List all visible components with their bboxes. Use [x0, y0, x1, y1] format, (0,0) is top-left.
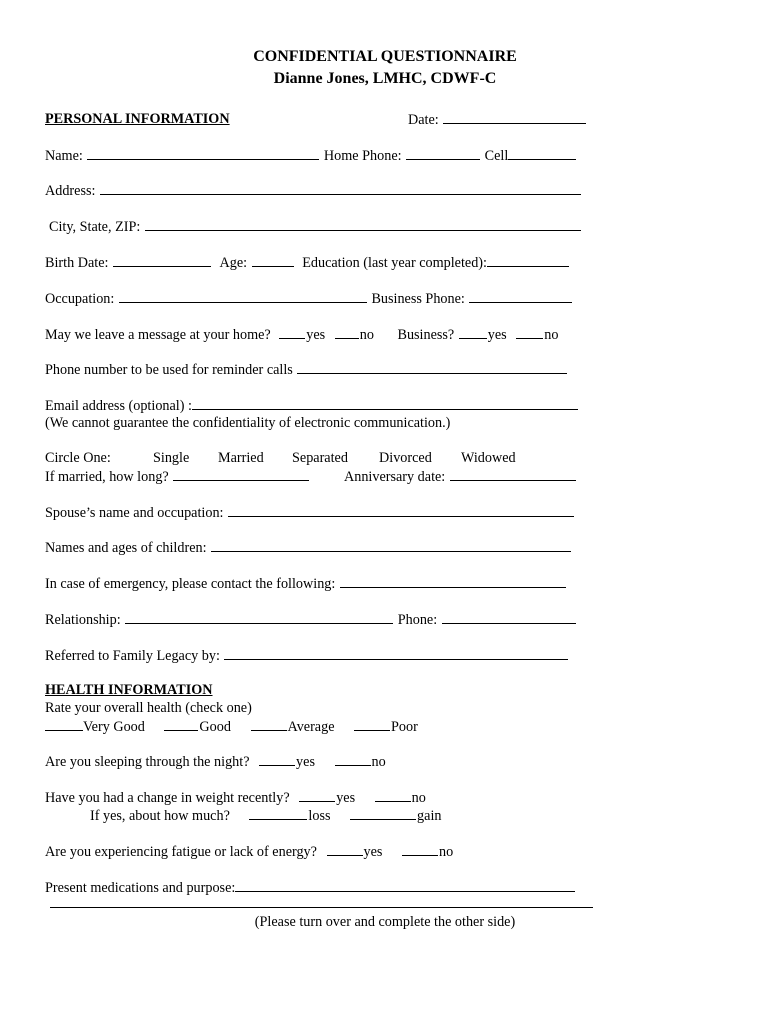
- relationship-row: [45, 610, 590, 629]
- weight-no-field[interactable]: [375, 788, 411, 802]
- health-very-good-field[interactable]: [45, 717, 83, 731]
- spouse-row: [45, 503, 590, 522]
- name-label: Name:: [45, 148, 83, 164]
- home-message-yes-label: yes: [306, 327, 326, 343]
- weight-yes-label: yes: [336, 790, 356, 806]
- home-message-no-label: no: [359, 327, 374, 343]
- address-label: Address:: [45, 183, 96, 199]
- home-phone-field[interactable]: [406, 146, 480, 160]
- home-message-no-field[interactable]: [335, 325, 359, 339]
- weight-loss-label: loss: [308, 808, 331, 824]
- spouse-label: Spouse’s name and occupation:: [45, 505, 224, 521]
- city-row: [49, 217, 594, 236]
- turn-over-note: (Please turn over and complete the other side): [254, 914, 516, 930]
- emergency-phone-label: Phone:: [397, 612, 438, 628]
- health-poor-field[interactable]: [354, 717, 390, 731]
- cell-label: Cell: [484, 148, 509, 164]
- email-note-row: [45, 414, 590, 432]
- fatigue-no-label: no: [438, 844, 454, 860]
- weight-gain-label: gain: [417, 808, 442, 824]
- message-label: May we leave a message at your home?: [45, 327, 271, 343]
- city-field[interactable]: [145, 217, 581, 231]
- circle-one-label: Circle One:: [45, 450, 111, 466]
- referred-label: Referred to Family Legacy by:: [45, 648, 220, 664]
- weight-no-label: no: [411, 790, 426, 806]
- date-field[interactable]: [443, 110, 586, 124]
- marital-option-widowed[interactable]: Widowed: [461, 450, 516, 466]
- health-options-row: [45, 717, 590, 736]
- name-row: [45, 146, 590, 165]
- home-phone-label: Home Phone:: [323, 148, 402, 164]
- birth-date-field[interactable]: [113, 253, 211, 267]
- home-message-yes-field[interactable]: [279, 325, 305, 339]
- cell-field[interactable]: [508, 146, 576, 160]
- business-message-yes-field[interactable]: [459, 325, 487, 339]
- health-good-label: Good: [199, 719, 231, 735]
- weight-label: Have you had a change in weight recently?: [45, 790, 290, 806]
- relationship-field[interactable]: [125, 610, 393, 624]
- weight-yes-field[interactable]: [299, 788, 335, 802]
- weight-loss-field[interactable]: [249, 806, 307, 820]
- weight-gain-field[interactable]: [350, 806, 416, 820]
- sleep-no-label: no: [371, 754, 386, 770]
- sleep-yes-label: yes: [296, 754, 315, 770]
- date-field-group: [408, 110, 587, 129]
- health-info-heading: HEALTH INFORMATION: [45, 682, 213, 698]
- health-heading-row: [45, 681, 590, 699]
- education-field[interactable]: [487, 253, 569, 267]
- email-label: Email address (optional) :: [45, 398, 192, 414]
- emergency-label: In case of emergency, please contact the following:: [45, 576, 336, 592]
- email-row: [45, 396, 590, 415]
- marital-option-married[interactable]: Married: [218, 450, 264, 466]
- date-label: Date:: [408, 112, 439, 128]
- birth-date-label: Birth Date:: [45, 255, 109, 271]
- medications-field[interactable]: [235, 878, 575, 892]
- business-message-no-label: no: [544, 327, 559, 343]
- sleep-yes-field[interactable]: [259, 752, 295, 766]
- rate-health-label: Rate your overall health (check one): [45, 700, 252, 716]
- medications-continuation-line[interactable]: [50, 907, 593, 908]
- anniversary-group: [344, 467, 577, 486]
- email-field[interactable]: [192, 396, 578, 410]
- occupation-field[interactable]: [119, 289, 367, 303]
- married-how-long-field[interactable]: [173, 467, 309, 481]
- anniversary-label: Anniversary date:: [344, 469, 446, 485]
- fatigue-yes-field[interactable]: [327, 842, 363, 856]
- business-phone-field[interactable]: [469, 289, 572, 303]
- sleep-row: [45, 752, 590, 771]
- business-message-label: Business?: [397, 327, 455, 343]
- health-very-good-label: Very Good: [83, 719, 145, 735]
- business-message-no-field[interactable]: [516, 325, 543, 339]
- business-message-yes-label: yes: [487, 327, 507, 343]
- city-label: City, State, ZIP:: [49, 219, 141, 235]
- referred-field[interactable]: [224, 646, 568, 660]
- business-phone-label: Business Phone:: [371, 291, 465, 307]
- address-row: [45, 181, 590, 200]
- fatigue-row: [45, 842, 590, 861]
- sleep-no-field[interactable]: [335, 752, 371, 766]
- document-subtitle: Dianne Jones, LMHC, CDWF-C: [273, 70, 497, 87]
- fatigue-label: Are you experiencing fatigue or lack of energy?: [45, 844, 317, 860]
- spouse-field[interactable]: [228, 503, 574, 517]
- emergency-phone-field[interactable]: [442, 610, 576, 624]
- reminder-phone-field[interactable]: [297, 360, 567, 374]
- fatigue-yes-label: yes: [363, 844, 383, 860]
- weight-amount-row: [90, 806, 635, 825]
- children-row: [45, 538, 590, 557]
- health-average-field[interactable]: [251, 717, 287, 731]
- rate-health-row: [45, 699, 590, 717]
- address-field[interactable]: [100, 181, 581, 195]
- marital-option-separated[interactable]: Separated: [292, 450, 348, 466]
- email-note: (We cannot guarantee the confidentiality of electronic communication.): [45, 415, 451, 431]
- weight-row: [45, 788, 590, 807]
- marital-option-single[interactable]: Single: [153, 450, 190, 466]
- document-title: CONFIDENTIAL QUESTIONNAIRE: [253, 48, 517, 65]
- education-label: Education (last year completed):: [302, 255, 487, 271]
- children-label: Names and ages of children:: [45, 540, 207, 556]
- married-how-long-label: If married, how long?: [45, 469, 169, 485]
- marital-option-divorced[interactable]: Divorced: [379, 450, 432, 466]
- sleep-label: Are you sleeping through the night?: [45, 754, 250, 770]
- occupation-row: [45, 289, 590, 308]
- reminder-row: [45, 360, 590, 379]
- name-field[interactable]: [87, 146, 319, 160]
- health-poor-label: Poor: [391, 719, 418, 735]
- children-field[interactable]: [211, 538, 571, 552]
- birth-row: [45, 253, 590, 272]
- emergency-row: [45, 574, 590, 593]
- how-much-label: If yes, about how much?: [90, 808, 230, 824]
- fatigue-no-field[interactable]: [402, 842, 438, 856]
- reminder-label: Phone number to be used for reminder calls: [45, 362, 293, 378]
- referred-row: [45, 646, 590, 665]
- age-field[interactable]: [252, 253, 294, 267]
- medications-row: [45, 878, 590, 897]
- emergency-contact-field[interactable]: [340, 574, 566, 588]
- relationship-label: Relationship:: [45, 612, 121, 628]
- health-good-field[interactable]: [164, 717, 198, 731]
- message-row: [45, 325, 590, 344]
- occupation-label: Occupation:: [45, 291, 115, 307]
- age-label: Age:: [219, 255, 248, 271]
- personal-info-heading: PERSONAL INFORMATION: [45, 111, 230, 127]
- health-average-label: Average: [287, 719, 335, 735]
- anniversary-field[interactable]: [450, 467, 576, 481]
- medications-label: Present medications and purpose:: [45, 880, 236, 896]
